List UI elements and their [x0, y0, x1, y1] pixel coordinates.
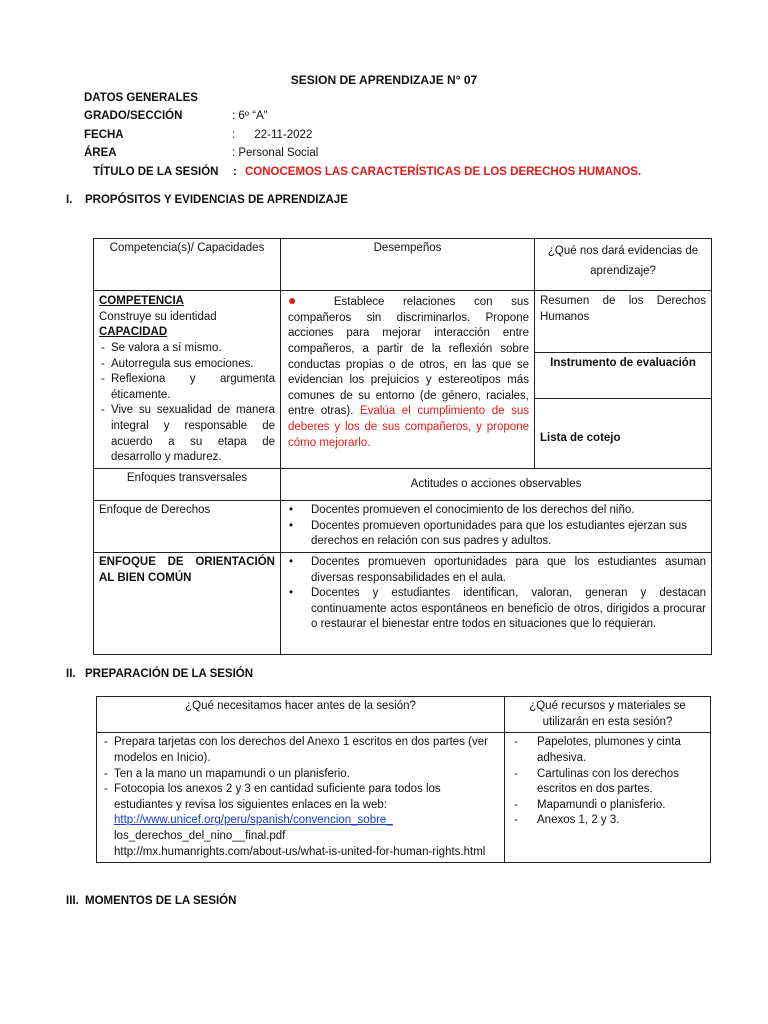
- section-2-number: II.: [66, 668, 76, 680]
- section-3-title: MOMENTOS DE LA SESIÓN: [85, 895, 237, 907]
- enfoque-2-actions: [281, 552, 712, 654]
- section-2-title: PREPARACIÓN DE LA SESIÓN: [85, 668, 254, 680]
- list-item: • Docentes promueven oportunidades para que los estudiantes ejerzan sus derechos en relación con sus padres y adultos.: [286, 519, 706, 550]
- competencia-cell: [94, 291, 281, 469]
- section-2-heading: [66, 667, 253, 683]
- desempeno-cell: [281, 291, 535, 469]
- titulo-colon: :: [233, 166, 237, 178]
- list-item: - Reflexiona y argumenta éticamente.: [99, 372, 275, 403]
- enfoque-1-actions: [281, 501, 712, 553]
- list-item: • Docentes y estudiantes identifican, valoran, generan y destacan continuamente actos espontáneos en beneficio de otros, dirigidos a procurar o restaurar el bienestar entre todos en situaciones que lo requieran.: [286, 586, 706, 633]
- section-3-number: III.: [66, 895, 79, 907]
- evidencia-text: Resumen de los Derechos Humanos: [535, 291, 711, 353]
- section-1-title: PROPÓSITOS Y EVIDENCIAS DE APRENDIZAJE: [85, 194, 348, 206]
- header-competencias: Competencia(s)/ Capacidades: [94, 239, 281, 291]
- area-label: ÁREA: [84, 147, 117, 159]
- header-desempenos: Desempeños: [281, 239, 535, 291]
- resources-cell: [505, 733, 711, 863]
- preparation-table: [96, 696, 711, 863]
- list-item: - Autorregula sus emociones.: [99, 357, 275, 373]
- instrumento-label: Instrumento de evaluación: [535, 353, 711, 399]
- section-3-heading: [66, 894, 236, 910]
- header-recursos: ¿Qué recursos y materiales se utilizarán en esta sesión?: [505, 697, 711, 733]
- titulo-value: CONOCEMOS LAS CARACTERÍSTICAS DE LOS DERECHOS HUMANOS.: [245, 166, 642, 178]
- enfoques-header: Enfoques transversales: [94, 469, 281, 501]
- list-item: - Vive su sexualidad de manera integral y responsable de acuerdo a su etapa de desarrollo y madurez.: [99, 403, 275, 466]
- fecha-value: : 22-11-2022: [232, 129, 313, 141]
- list-item: - Papelotes, plumones y cinta adhesiva.: [510, 735, 705, 766]
- enfoque-1-cell: Enfoque de Derechos: [94, 501, 281, 553]
- list-item: - Anexos 1, 2 y 3.: [510, 813, 705, 829]
- humanrights-link[interactable]: http://mx.humanrights.com/about-us/what-is-united-for-human-rights.html: [114, 845, 486, 858]
- list-item: - Mapamundi o planisferio.: [510, 798, 705, 814]
- capacidad-label: CAPACIDAD: [99, 326, 168, 339]
- fotocopia-text: Fotocopia los anexos 2 y 3 en cantidad suficiente para todos los estudiantes y revisa los siguientes enlaces en la web:: [114, 783, 441, 811]
- section-1-number: I.: [66, 194, 73, 206]
- datos-generales-heading: DATOS GENERALES: [84, 92, 198, 104]
- list-item: • Docentes promueven el conocimiento de los derechos del niño.: [286, 503, 706, 519]
- list-item: • Docentes promueven oportunidades para que los estudiantes asuman diversas responsabilidades en el aula.: [286, 555, 706, 586]
- list-item: - Ten a la mano un mapamundi o un planisferio.: [102, 767, 499, 783]
- list-item: - Se valora a sí mismo.: [99, 341, 275, 357]
- fecha-label: FECHA: [84, 129, 124, 141]
- enfoque-2-cell: ENFOQUE DE ORIENTACIÓN AL BIEN COMÚN: [94, 552, 281, 654]
- bullet-icon: ●: [288, 292, 312, 308]
- actitudes-header: Actitudes o acciones observables: [281, 469, 712, 501]
- grado-label: GRADO/SECCIÓN: [84, 110, 183, 122]
- header-evidencias: ¿Qué nos dará evidencias de aprendizaje?: [535, 239, 712, 291]
- unicef-link[interactable]: http://www.unicef.org/peru/spanish/convencion_sobre_: [114, 814, 393, 827]
- unicef-link-continued: los_derechos_del_nino__final.pdf: [114, 830, 286, 842]
- capacidades-list: [99, 341, 275, 466]
- preparation-cell: [97, 733, 505, 863]
- list-item: [102, 782, 499, 860]
- evidencias-cell: [535, 291, 712, 469]
- competencia-text: Construye su identidad: [99, 310, 217, 323]
- purposes-table: [93, 238, 712, 655]
- list-item: - Prepara tarjetas con los derechos del Anexo 1 escritos en dos partes (ver modelos en Inicio).: [102, 735, 499, 766]
- titulo-label: TÍTULO DE LA SESIÓN: [93, 166, 219, 178]
- header-antes: ¿Qué necesitamos hacer antes de la sesión?: [97, 697, 505, 733]
- instrumento-value: Lista de cotejo: [540, 432, 621, 444]
- desempeno-text: Establece relaciones con sus compañeros sin discriminarlos. Propone acciones para mejorar interacción entre compañeros, a partir de la reflexión sobre conductas propias o de otros, en las que se evidencian los prejuicios y estereotipos más comunes de su entorno (de género, raciales, entre otras).: [288, 296, 529, 418]
- desempeno-red-text: Evalúa el cumplimiento de sus deberes y los de sus compañeros, y propone cómo mejorarlo.: [288, 405, 529, 449]
- competencia-label: COMPETENCIA: [99, 295, 184, 307]
- section-1-heading: [66, 193, 348, 209]
- area-value: : Personal Social: [232, 147, 319, 159]
- list-item: - Cartulinas con los derechos escritos en dos partes.: [510, 767, 705, 798]
- grado-value: : 6º “A”: [232, 110, 268, 122]
- document-title: SESION DE APRENDIZAJE N° 07: [290, 73, 478, 87]
